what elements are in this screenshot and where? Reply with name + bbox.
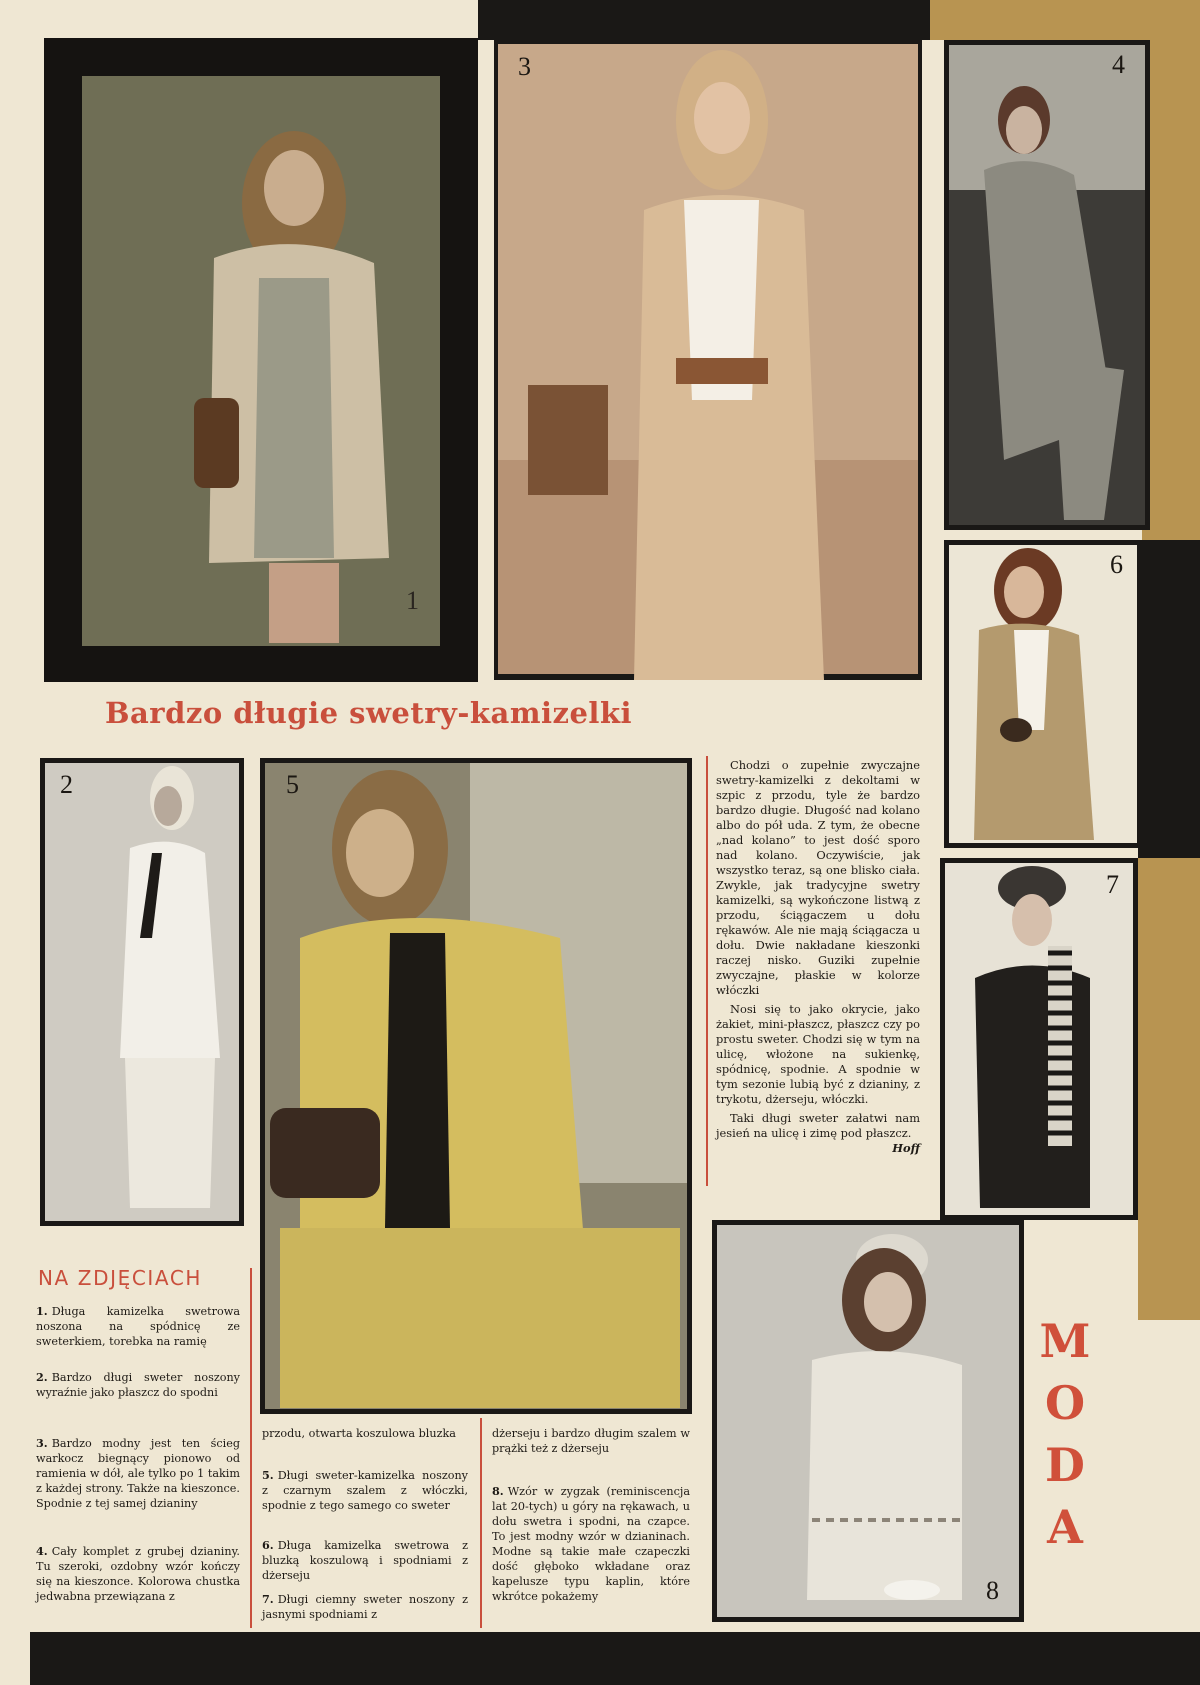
- photo-5: [260, 758, 692, 1414]
- right-ochre-block-lower: [1138, 858, 1200, 1320]
- photo-number-3: 3: [518, 52, 531, 81]
- right-ochre-block-upper: [1142, 40, 1200, 540]
- caption-text: Długa kamizelka swetrowa noszona na spódnicę ze sweterkiem, torebka na ramię: [36, 1305, 240, 1348]
- caption-item: [36, 1544, 240, 1604]
- bottom-black-band: [30, 1632, 1200, 1685]
- photo-2-image: [40, 758, 244, 1226]
- photo-3-image: [494, 40, 922, 680]
- photo-3: [494, 40, 922, 680]
- photo-8: [712, 1220, 1024, 1622]
- caption-number: 2.: [36, 1370, 48, 1384]
- photo-1: [44, 38, 478, 682]
- article-rule: [706, 756, 708, 1186]
- caption-item: [36, 1370, 240, 1400]
- article-paragraph-3-text: Taki długi sweter załatwi nam jesień na ulicę i zimę pod płaszcz.: [716, 1111, 920, 1140]
- caption-text: Długi ciemny sweter noszony z jasnymi spodniami z: [262, 1593, 468, 1621]
- caption-number: 3.: [36, 1436, 48, 1450]
- photo-number-4: 4: [1112, 50, 1125, 79]
- caption-text: dżerseju i bardzo długim szalem w prążki też z dżerseju: [492, 1427, 690, 1455]
- caption-number: 4.: [36, 1544, 48, 1558]
- caption-text: Bardzo długi sweter noszony wyraźnie jako płaszcz do spodni: [36, 1371, 240, 1399]
- photo-number-1: 1: [406, 586, 419, 615]
- photo-4: [944, 40, 1150, 530]
- caption-item: [262, 1538, 468, 1583]
- top-black-band: [478, 0, 930, 40]
- caption-item: [262, 1592, 468, 1622]
- photo-number-6: 6: [1110, 550, 1123, 579]
- article-paragraph-1: Chodzi o zupełnie zwyczajne swetry-kamizelki z dekoltami w szpic z przodu, tyle że bardzo bardzo długie. Długość nad kolano albo do pół uda. Z tym, że obecne „nad kolano” to jest dość sporo nad kolano. Oczywiście, jak wszystko teraz, są one blisko ciała. Zwykle, jak tradycyjne swetry kamizelki, są wykończone listwą z przodu, ściągaczem u dołu rękawów. Ale nie mają ściągacza u dołu. Dwie nakładane kieszonki raczej nisko. Guziki zupełnie zwyczajne, płaskie w kolorze włóczki: [716, 758, 920, 997]
- caption-number: 1.: [36, 1304, 48, 1318]
- photo-6-image: [944, 540, 1142, 848]
- caption-item: [36, 1304, 240, 1349]
- captions-heading: NA ZDJĘCIACH: [38, 1266, 203, 1290]
- captions-rule-2: [480, 1418, 482, 1628]
- captions-rule: [250, 1268, 252, 1628]
- top-right-ochre-band: [930, 0, 1200, 40]
- caption-item: [36, 1436, 240, 1511]
- caption-number: 6.: [262, 1538, 274, 1552]
- caption-text: przodu, otwarta koszulowa bluzka: [262, 1427, 456, 1440]
- photo-number-8: 8: [986, 1576, 999, 1605]
- photo-2: [40, 758, 244, 1226]
- section-label-moda: [1030, 1310, 1100, 1558]
- section-label-letter: D: [1045, 1438, 1085, 1492]
- caption-item: [262, 1426, 468, 1441]
- photo-7: [940, 858, 1138, 1220]
- article-paragraph-2: Nosi się to jako okrycie, jako żakiet, mini-płaszcz, płaszcz czy po prostu sweter. Chodzi się w tym na ulicę, włożone na sukienkę, spódnicę, spodnie. A spodnie w tym sezonie lubią być z dzianiny, z trykotu, dżerseju, włóczki.: [716, 1002, 920, 1106]
- caption-text: Długa kamizelka swetrowa z bluzką koszulową i spodniami z dżerseju: [262, 1539, 468, 1582]
- article-body: [716, 758, 920, 1156]
- caption-text: Wzór w zygzak (reminiscencja lat 20-tych) u góry na rękawach, u dołu swetra i spodni, na czapce. To jest modny wzór w dzianinach. Modne są takie małe czapeczki dość głęboko wkładane oraz kapelusze typu kaplin, które wkrótce pokażemy: [492, 1485, 690, 1603]
- section-label-letter: M: [1039, 1314, 1091, 1368]
- photo-8-image: [712, 1220, 1024, 1622]
- caption-number: 7.: [262, 1592, 274, 1606]
- caption-item: [262, 1468, 468, 1513]
- photo-7-image: [940, 858, 1138, 1220]
- photo-4-image: [944, 40, 1150, 530]
- caption-text: Cały komplet z grubej dzianiny. Tu szeroki, ozdobny wzór kończy się na kieszonce. Kolorowa chustka jedwabna przewiązana z: [36, 1545, 240, 1603]
- photo-number-7: 7: [1106, 870, 1119, 899]
- caption-item: [492, 1484, 690, 1604]
- caption-text: Długi sweter-kamizelka noszony z czarnym szalem z włóczki, spodnie z tego samego co sweter: [262, 1469, 468, 1512]
- article-paragraph-3: [716, 1111, 920, 1155]
- caption-number: 5.: [262, 1468, 274, 1482]
- section-label-letter: O: [1044, 1376, 1086, 1430]
- caption-text: Bardzo modny jest ten ścieg warkocz biegnący pionowo od ramienia w dół, ale tylko po 1 takim z każdej strony. Także na kieszonce. Spodnie z tej samej dzianiny: [36, 1437, 240, 1510]
- section-label-letter: A: [1047, 1500, 1083, 1554]
- right-black-block: [1138, 540, 1200, 858]
- headline: Bardzo długie swetry-kamizelki: [105, 696, 633, 730]
- caption-number: 8.: [492, 1484, 504, 1498]
- article-author: Hoff: [892, 1141, 920, 1155]
- photo-number-2: 2: [60, 770, 73, 799]
- caption-item: [492, 1426, 690, 1456]
- photo-6: [944, 540, 1142, 848]
- photo-5-image: [260, 758, 692, 1414]
- photo-number-5: 5: [286, 770, 299, 799]
